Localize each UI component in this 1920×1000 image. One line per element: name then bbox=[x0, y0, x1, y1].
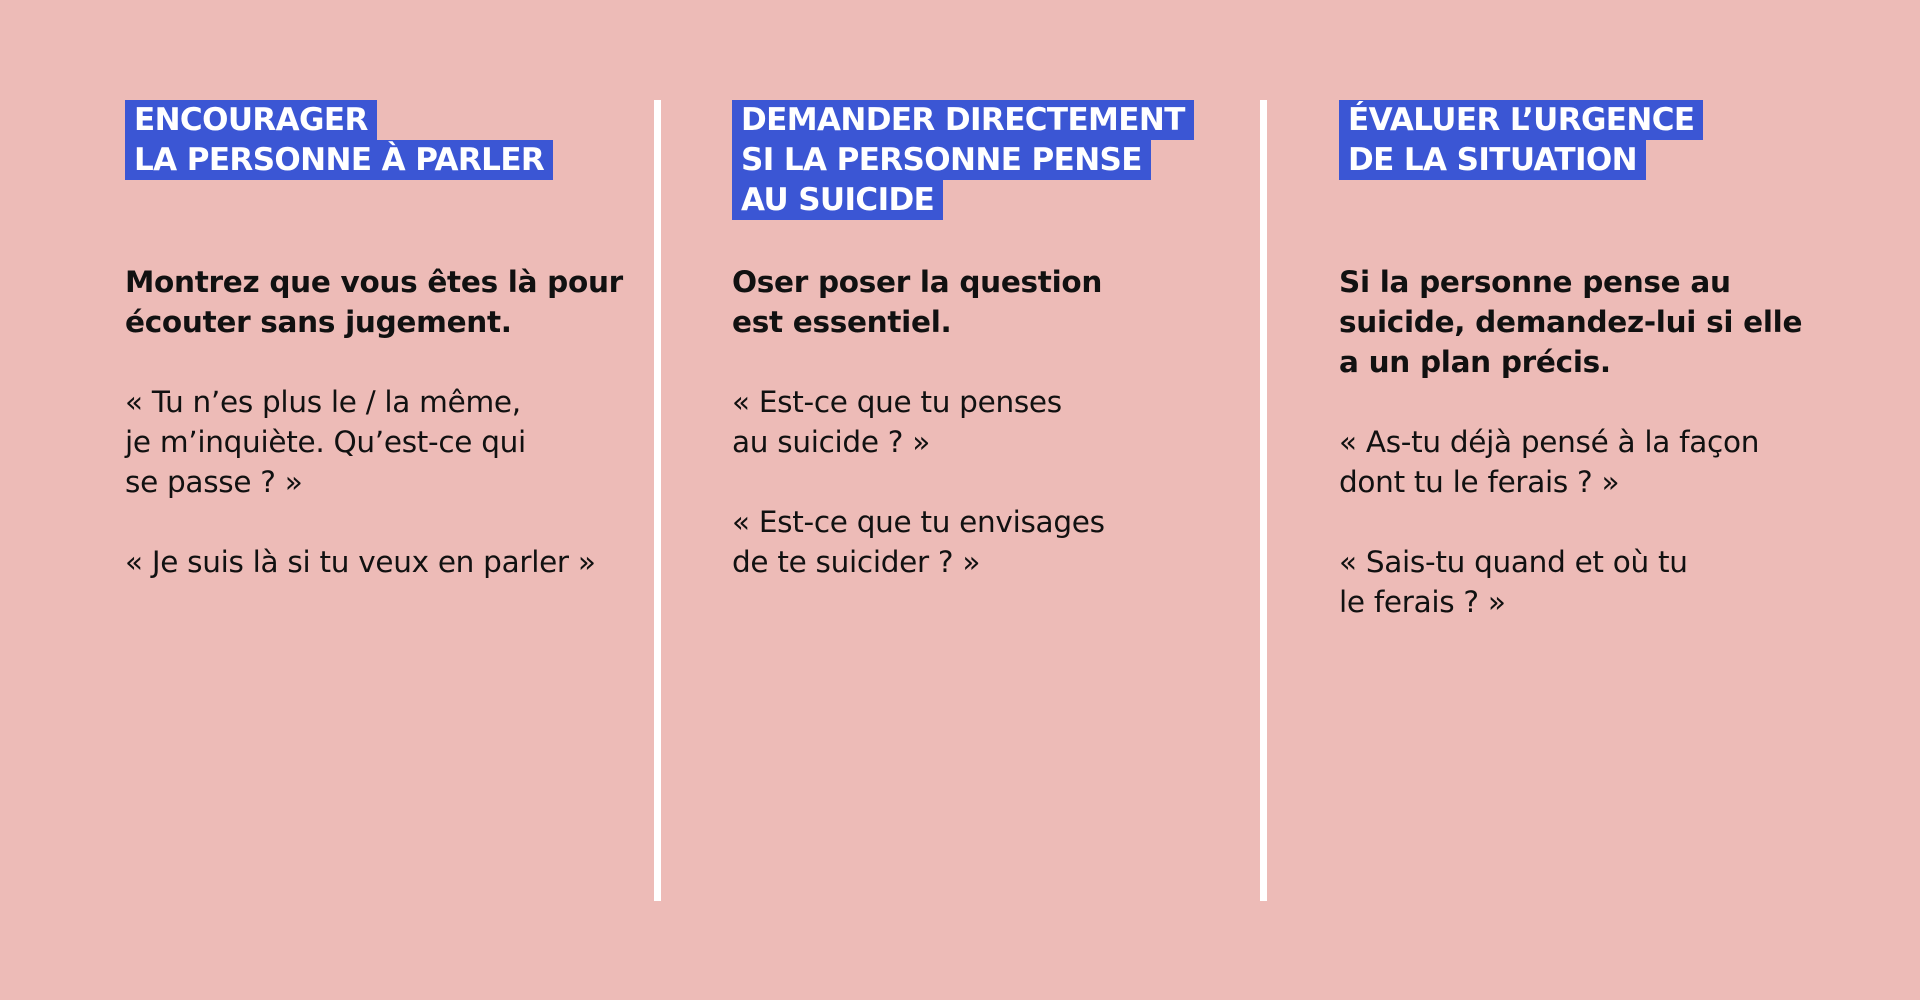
lead-line: suicide, demandez-lui si elle bbox=[1339, 305, 1803, 339]
lead-line: Si la personne pense au bbox=[1339, 265, 1731, 299]
quote-line: « Sais-tu quand et où tu bbox=[1339, 545, 1688, 579]
quote-line: je m’inquiète. Qu’est-ce qui bbox=[125, 425, 526, 459]
quote-line: dont tu le ferais ? » bbox=[1339, 465, 1620, 499]
column-ask-directly bbox=[732, 100, 1252, 582]
lead-line: est essentiel. bbox=[732, 305, 952, 339]
quote-line: de te suicider ? » bbox=[732, 545, 981, 579]
lead-text bbox=[1339, 262, 1859, 382]
lead-line: a un plan précis. bbox=[1339, 345, 1611, 379]
quote-line: « Tu n’es plus le / la même, bbox=[125, 385, 521, 419]
heading-line: SI LA PERSONNE PENSE bbox=[732, 140, 1151, 180]
lead-text bbox=[125, 262, 645, 342]
quote bbox=[125, 382, 645, 502]
column-divider bbox=[1260, 100, 1267, 901]
lead-text bbox=[732, 262, 1252, 342]
column-divider bbox=[654, 100, 661, 901]
lead-line: écouter sans jugement. bbox=[125, 305, 512, 339]
quote-line: se passe ? » bbox=[125, 465, 303, 499]
heading-line: ENCOURAGER bbox=[125, 100, 377, 140]
quote bbox=[1339, 422, 1859, 502]
quote-line: le ferais ? » bbox=[1339, 585, 1506, 619]
quote bbox=[125, 542, 645, 582]
column-heading bbox=[1339, 100, 1859, 226]
heading-line: AU SUICIDE bbox=[732, 180, 943, 220]
quote-line: au suicide ? » bbox=[732, 425, 930, 459]
quote bbox=[732, 502, 1252, 582]
quote-line: « Je suis là si tu veux en parler » bbox=[125, 545, 596, 579]
lead-line: Oser poser la question bbox=[732, 265, 1103, 299]
column-assess-urgency bbox=[1339, 100, 1859, 622]
quote-line: « Est-ce que tu penses bbox=[732, 385, 1062, 419]
quote bbox=[732, 382, 1252, 462]
heading-line: LA PERSONNE À PARLER bbox=[125, 140, 553, 180]
quote-line: « As-tu déjà pensé à la façon bbox=[1339, 425, 1760, 459]
column-heading bbox=[125, 100, 645, 226]
column-heading bbox=[732, 100, 1252, 226]
quote-line: « Est-ce que tu envisages bbox=[732, 505, 1105, 539]
lead-line: Montrez que vous êtes là pour bbox=[125, 265, 623, 299]
heading-line: DE LA SITUATION bbox=[1339, 140, 1646, 180]
heading-line: DEMANDER DIRECTEMENT bbox=[732, 100, 1194, 140]
column-encourage-to-talk bbox=[125, 100, 645, 582]
heading-line: ÉVALUER L’URGENCE bbox=[1339, 100, 1703, 140]
quote bbox=[1339, 542, 1859, 622]
